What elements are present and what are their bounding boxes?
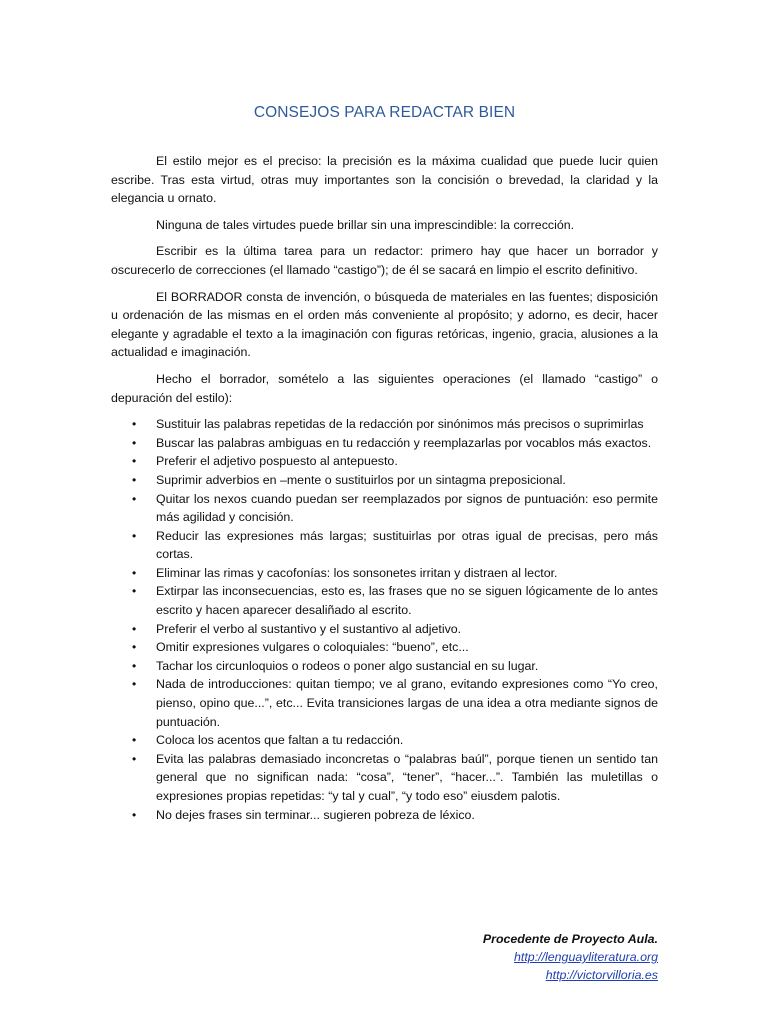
credits-block: [483, 930, 658, 984]
bullet-icon: •: [132, 677, 137, 692]
list-item-text: Tachar los circunloquios o rodeos o poner algo sustancial en su lugar.: [156, 658, 539, 673]
bullet-icon: •: [132, 472, 137, 487]
list-item: [111, 564, 658, 583]
paragraph-escribir: Escribir es la última tarea para un redactor: primero hay que hacer un borrador y oscurecerlo de correcciones (el llamado “castigo”); de él se sacará en limpio el escrito definitivo.: [111, 244, 658, 277]
list-item-text: Omitir expresiones vulgares o coloquiales: “bueno”, etc...: [156, 640, 469, 655]
list-item: [111, 471, 658, 490]
list-item-text: Coloca los acentos que faltan a tu redacción.: [156, 733, 404, 748]
bullet-icon: •: [132, 584, 137, 599]
bullet-icon: •: [132, 621, 137, 636]
list-item-text: Nada de introducciones: quitan tiempo; ve al grano, evitando expresiones como “Yo creo, pienso, opino que...”, etc... Evita transiciones largas de una idea a otra mediante signos de puntuación.: [156, 677, 658, 729]
list-item-text: Buscar las palabras ambiguas en tu redacción y reemplazarlas por vocablos más exactos.: [156, 435, 652, 450]
paragraph-correccion: Ninguna de tales virtudes puede brillar sin una imprescindible: la corrección.: [156, 217, 575, 232]
bullet-icon: •: [132, 751, 137, 766]
bullet-icon: •: [132, 733, 137, 748]
source-credit: Procedente de Proyecto Aula.: [482, 932, 658, 946]
list-item-text: No dejes frases sin terminar... sugieren pobreza de léxico.: [156, 807, 475, 822]
list-item-text: Eliminar las rimas y cacofonías: los sonsonetes irritan y distraen al lector.: [156, 565, 558, 580]
bullet-icon: •: [132, 491, 137, 506]
list-item: [111, 582, 658, 619]
list-item: [111, 675, 658, 731]
bullet-icon: •: [132, 565, 137, 580]
list-item-text: Evita las palabras demasiado inconcretas o “palabras baúl”, porque tienen un sentido tan general que no significan nada: “cosa”, “tener”, “hacer...”. También las muletillas o expresiones propias repetidas: “y tal y cual”, “y todo eso” eiusdem palotis.: [156, 751, 658, 803]
bullet-icon: •: [132, 528, 137, 543]
list-item: [111, 620, 658, 639]
paragraph-borrador: El BORRADOR consta de invención, o búsqueda de materiales en las fuentes; disposición u ordenación de las mismas en el orden más conveniente al propósito; y adorno, es decir, hacer elegante y agradable el texto a la imaginación con figuras retóricas, ingenio, gracia, alusiones a la actualidad e imaginación.: [111, 289, 658, 360]
list-item-text: Reducir las expresiones más largas; sustituirlas por otras igual de precisas, pero más cortas.: [156, 528, 658, 562]
bullet-icon: •: [132, 417, 137, 432]
list-item-text: Quitar los nexos cuando puedan ser reemplazados por signos de puntuación: eso permite más agilidad y concisión.: [156, 491, 658, 525]
advice-list: [111, 415, 658, 824]
bullet-icon: •: [132, 454, 137, 469]
paragraph-estilo: El estilo mejor es el preciso: la precisión es la máxima cualidad que puede lucir quien escribe. Tras esta virtud, otras muy importantes son la concisión o brevedad, la claridad y la elegancia u ornato.: [111, 154, 658, 206]
document-title: CONSEJOS PARA REDACTAR BIEN: [253, 104, 516, 121]
bullet-icon: •: [132, 435, 137, 450]
list-item: [111, 806, 658, 825]
list-item: [111, 750, 658, 806]
list-item: [111, 657, 658, 676]
link-victorvilloria[interactable]: http://victorvilloria.es: [545, 968, 658, 982]
list-item-text: Sustituir las palabras repetidas de la redacción por sinónimos más precisos o suprimirlas: [156, 417, 644, 432]
list-item: [111, 415, 658, 434]
bullet-icon: •: [132, 807, 137, 822]
list-item: [111, 452, 658, 471]
list-item: [111, 490, 658, 527]
bullet-icon: •: [132, 640, 137, 655]
list-item: [111, 527, 658, 564]
document-body: [111, 152, 658, 824]
paragraph-castigo: Hecho el borrador, somételo a las siguientes operaciones (el llamado “castigo” o depuración del estilo):: [111, 371, 658, 405]
list-item: [111, 638, 658, 657]
list-item: [111, 731, 658, 750]
bullet-icon: •: [132, 658, 137, 673]
link-lenguayliteratura[interactable]: http://lenguayliteratura.org: [514, 950, 658, 964]
list-item-text: Preferir el adjetivo pospuesto al antepuesto.: [156, 454, 398, 469]
list-item: [111, 434, 658, 453]
list-item-text: Preferir el verbo al sustantivo y el sustantivo al adjetivo.: [156, 621, 462, 636]
list-item-text: Extirpar las inconsecuencias, esto es, las frases que no se siguen lógicamente de lo antes escrito y hacen aparecer desaliñado al escrito.: [156, 584, 658, 618]
list-item-text: Suprimir adverbios en –mente o sustituirlos por un sintagma preposicional.: [156, 472, 566, 487]
